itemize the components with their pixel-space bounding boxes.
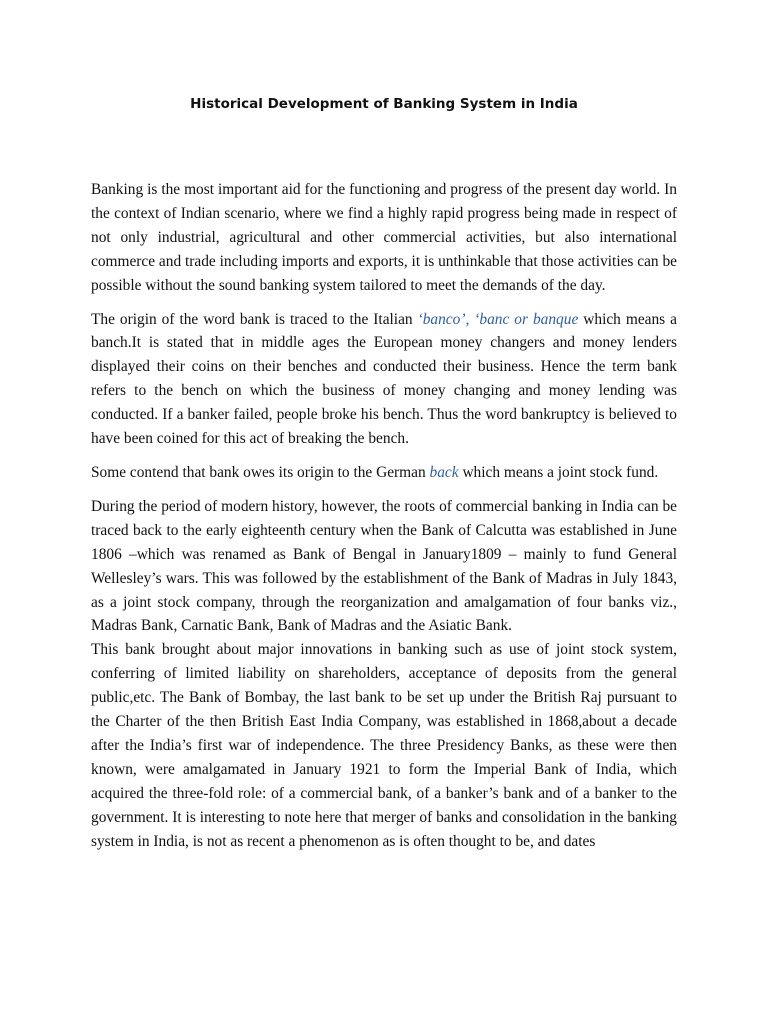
italian-term: ‘banco’, ‘banc or banque: [417, 310, 579, 328]
page-title: Historical Development of Banking System in India: [190, 96, 578, 112]
paragraph-german-origin: [91, 461, 677, 485]
document-body: [91, 178, 677, 853]
german-term: back: [429, 463, 459, 481]
paragraph-text: which means a banch.It is stated that in middle ages the European money changers and money lenders displayed their coins on their benches and conducted their business. Hence the term bank refers to the bench on which the business of money changing and money lending was conducted. If a banker failed, people broke his bench. Thus the word bankruptcy is believed to have been coined for this act of breaking the bench.: [91, 310, 677, 448]
paragraph-text: which means a joint stock fund.: [458, 463, 659, 481]
paragraph-text: Some contend that bank owes its origin to the German: [91, 463, 430, 481]
paragraph-bank-innovations: This bank brought about major innovations in banking such as use of joint stock system, conferring of limited liability on shareholders, acceptance of deposits from the general public,etc. The Bank of Bombay, the last bank to be set up under the British Raj pursuant to the Charter of the then British East India Company, was established in 1868,about a decade after the India’s first war of independence. The three Presidency Banks, as these were then known, were amalgamated in January 1921 to form the Imperial Bank of India, which acquired the three-fold role: of a commercial bank, of a banker’s bank and of a banker to the government. It is interesting to note here that merger of banks and consolidation in the banking system in India, is not as recent a phenomenon as is often thought to be, and dates: [91, 641, 677, 850]
paragraph-banking-importance: Banking is the most important aid for the functioning and progress of the present day world. In the context of Indian scenario, where we find a highly rapid progress being made in respect of not only industrial, agricultural and other commercial activities, but also international commerce and trade including imports and exports, it is unthinkable that those activities can be possible without the sound banking system tailored to meet the demands of the day.: [91, 181, 677, 294]
paragraph-modern-history: During the period of modern history, however, the roots of commercial banking in India can be traced back to the early eighteenth century when the Bank of Calcutta was established in June 1806 –which was renamed as Bank of Bengal in January1809 – mainly to fund General Wellesley’s wars. This was followed by the establishment of the Bank of Madras in July 1843, as a joint stock company, through the reorganization and amalgamation of four banks viz., Madras Bank, Carnatic Bank, Bank of Madras and the Asiatic Bank.: [91, 497, 677, 635]
paragraph-text: The origin of the word bank is traced to the Italian: [91, 310, 418, 328]
paragraph-word-origin: [91, 308, 677, 451]
